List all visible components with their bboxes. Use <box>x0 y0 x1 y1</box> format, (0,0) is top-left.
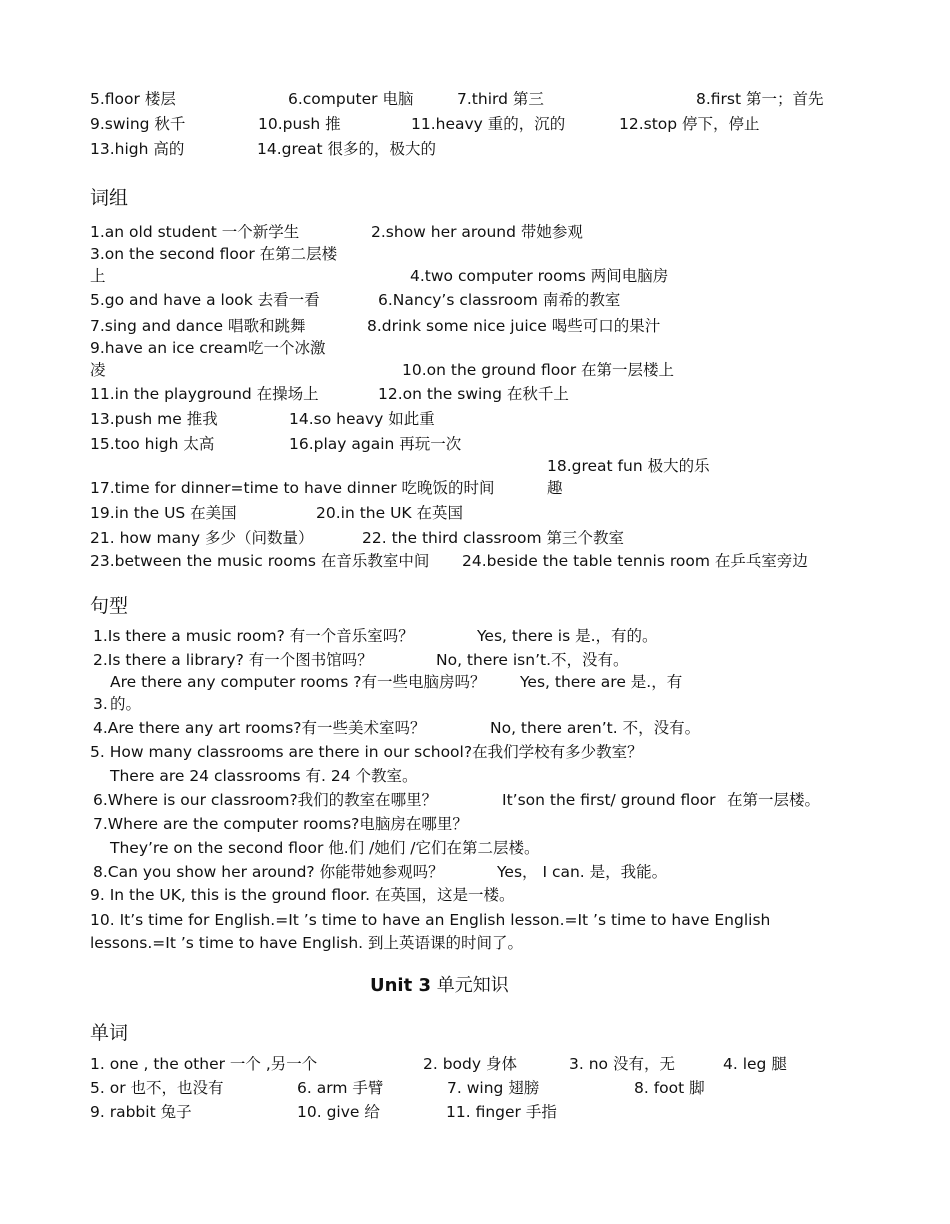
phrase-item: 8.drink some nice juice 喝些可口的果汁 <box>367 317 661 335</box>
sentence-item: There are 24 classrooms 有. 24 个教室。 <box>110 767 418 785</box>
sentence-item: No, there aren’t. 不，没有。 <box>490 719 701 737</box>
sentence-item: 9. In the UK, this is the ground floor. 在英国，这是一楼。 <box>90 886 515 904</box>
word-item: 1. one , the other 一个 ,另一个 <box>90 1055 318 1073</box>
phrase-item: 19.in the US 在美国 <box>90 504 237 522</box>
phrase-item: 上 <box>90 267 106 285</box>
word-item: 5.floor 楼层 <box>90 90 176 108</box>
word-item: 11. finger 手指 <box>446 1103 557 1121</box>
sentence-item: Yes, there is 是.，有的。 <box>477 627 658 645</box>
phrase-item: 14.so heavy 如此重 <box>289 410 435 428</box>
sentence-item: 8.Can you show her around? 你能带她参观吗？ <box>93 863 444 881</box>
word-item: 14.great 很多的，极大的 <box>257 140 437 158</box>
phrase-item: 17.time for dinner=time to have dinner 吃晚饭的时间 <box>90 479 495 497</box>
sentence-item: 4.Are there any art rooms?有一些美术室吗？ <box>93 719 426 737</box>
sentence-item: Are there any computer rooms ?有一些电脑房吗？ <box>110 673 486 691</box>
word-item: 10. give 给 <box>297 1103 380 1121</box>
word-item: 7. wing 翅膀 <box>447 1079 540 1097</box>
sentence-item: 10. It’s time for English.=It ’s time to have an English lesson.=It ’s time to have English <box>90 911 771 929</box>
word-item: 13.high 高的 <box>90 140 185 158</box>
word-item: 3. no 没有，无 <box>569 1055 675 1073</box>
unit-title-number: Unit 3 <box>370 975 431 996</box>
phrase-item: 凌 <box>90 361 106 379</box>
unit-title-text: 单元知识 <box>431 975 509 996</box>
phrase-item: 16.play again 再玩一次 <box>289 435 462 453</box>
word-item: 12.stop 停下，停止 <box>619 115 760 133</box>
word-item: 2. body 身体 <box>423 1055 517 1073</box>
sentence-item: 3. <box>93 695 108 713</box>
word-item: 9.swing 秋千 <box>90 115 186 133</box>
phrase-item: 10.on the ground floor 在第一层楼上 <box>402 361 675 379</box>
phrase-item: 22. the third classroom 第三个教室 <box>362 529 625 547</box>
phrase-item: 7.sing and dance 唱歌和跳舞 <box>90 317 306 335</box>
phrase-item: 12.on the swing 在秋千上 <box>378 385 569 403</box>
phrase-item: 23.between the music rooms 在音乐教室中间 <box>90 552 430 570</box>
phrase-item: 15.too high 太高 <box>90 435 215 453</box>
section-heading-phrases: 词组 <box>90 187 129 209</box>
sentence-item: It’son the first/ ground floor <box>502 791 716 809</box>
sentence-item: Yes， I can. 是，我能。 <box>497 863 668 881</box>
phrase-item: 18.great fun 极大的乐 <box>547 457 710 475</box>
sentence-item: 6.Where is our classroom?我们的教室在哪里？ <box>93 791 438 809</box>
word-item: 11.heavy 重的，沉的 <box>411 115 566 133</box>
word-item: 8. foot 脚 <box>634 1079 705 1097</box>
sentence-item: 2.Is there a library? 有一个图书馆吗？ <box>93 651 373 669</box>
sentence-item: 的。 <box>110 695 142 713</box>
word-item: 5. or 也不，也没有 <box>90 1079 224 1097</box>
word-item: 6. arm 手臂 <box>297 1079 384 1097</box>
sentence-item: lessons.=It ’s time to have English. 到上英语课的时间了。 <box>90 934 524 952</box>
word-item: 9. rabbit 兔子 <box>90 1103 192 1121</box>
section-heading-sentences: 句型 <box>90 595 129 617</box>
phrase-item: 21. how many 多少（问数量） <box>90 529 314 547</box>
phrase-item: 3.on the second floor 在第二层楼 <box>90 245 338 263</box>
phrase-item: 趣 <box>547 479 563 497</box>
sentence-item: 1.Is there a music room? 有一个音乐室吗？ <box>93 627 414 645</box>
phrase-item: 20.in the UK 在英国 <box>316 504 464 522</box>
word-item: 6.computer 电脑 <box>288 90 414 108</box>
sentence-item: 7.Where are the computer rooms?电脑房在哪里？ <box>93 815 468 833</box>
sentence-item: Yes, there are 是.，有 <box>520 673 683 691</box>
word-item: 8.first 第一；首先 <box>696 90 824 108</box>
phrase-item: 6.Nancy’s classroom 南希的教室 <box>378 291 621 309</box>
phrase-item: 11.in the playground 在操场上 <box>90 385 319 403</box>
phrase-item: 2.show her around 带她参观 <box>371 223 583 241</box>
sentence-item: 在第一层楼。 <box>727 791 821 809</box>
phrase-item: 4.two computer rooms 两间电脑房 <box>410 267 669 285</box>
phrase-item: 1.an old student 一个新学生 <box>90 223 300 241</box>
sentence-item: They’re on the second floor 他.们 /她们 /它们在第二层楼。 <box>110 839 540 857</box>
phrase-item: 24.beside the table tennis room 在乒乓室旁边 <box>462 552 808 570</box>
unit-title <box>370 974 509 998</box>
sentence-item: 5. How many classrooms are there in our school?在我们学校有多少教室？ <box>90 743 643 761</box>
word-item: 10.push 推 <box>258 115 341 133</box>
section-heading-words: 单词 <box>90 1022 129 1044</box>
phrase-item: 13.push me 推我 <box>90 410 218 428</box>
word-item: 7.third 第三 <box>457 90 544 108</box>
phrase-item: 9.have an ice cream吃一个冰激 <box>90 339 326 357</box>
phrase-item: 5.go and have a look 去看一看 <box>90 291 320 309</box>
word-item: 4. leg 腿 <box>723 1055 787 1073</box>
sentence-item: No, there isn’t.不，没有。 <box>436 651 629 669</box>
